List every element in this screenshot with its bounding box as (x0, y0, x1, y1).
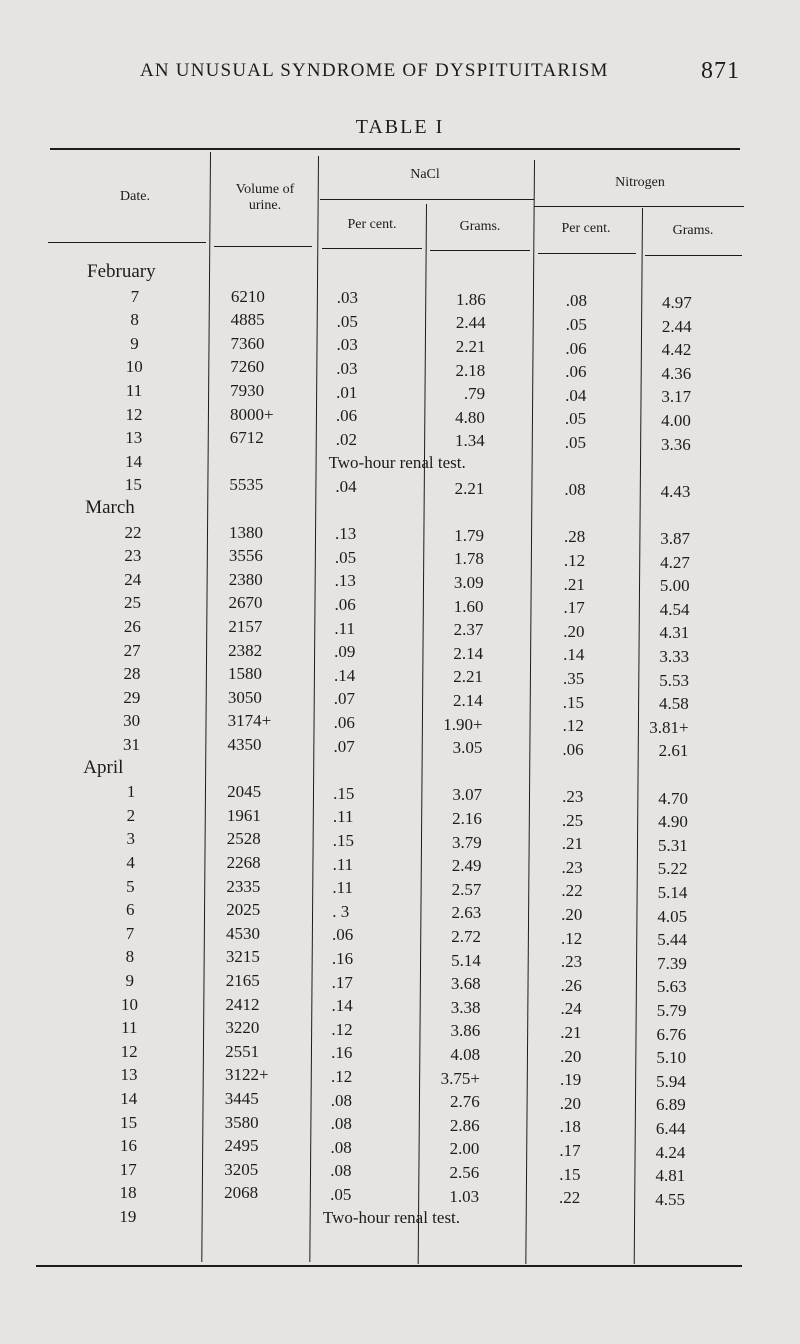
date-cell: 14 (125, 451, 143, 471)
header-bottom-rule-n-g (645, 255, 742, 256)
month-label: April (83, 756, 124, 778)
note-cell: Two-hour renal test. (328, 452, 466, 472)
nacl-percent-cell: .17 (331, 972, 353, 992)
date-cell: 18 (119, 1183, 137, 1203)
nitrogen-grams-cell: 4.54 (659, 599, 690, 619)
month-label: March (85, 497, 135, 518)
nitrogen-grams-cell: 4.81 (655, 1166, 686, 1186)
column-divider-4 (525, 160, 535, 1264)
date-cell: 4 (126, 853, 135, 872)
volume-cell: 3215 (225, 947, 260, 967)
date-cell: 7 (130, 286, 140, 306)
nacl-percent-cell: .08 (330, 1137, 352, 1157)
note-cell: Two-hour renal test. (322, 1208, 461, 1227)
header-sub-rule-nitrogen (534, 206, 744, 207)
nacl-percent-cell: .16 (331, 949, 354, 968)
volume-cell: 7260 (230, 357, 265, 377)
date-cell: 13 (120, 1065, 138, 1085)
nacl-grams-cell: 1.78 (454, 549, 484, 569)
nitrogen-percent-cell: .21 (563, 574, 585, 594)
nitrogen-grams-cell: 4.27 (660, 552, 690, 572)
nacl-grams-cell: 2.37 (453, 620, 484, 640)
nitrogen-percent-cell: .22 (559, 1188, 581, 1208)
volume-cell: 4885 (230, 310, 265, 330)
header-nacl-grams: Grams. (459, 219, 501, 234)
nacl-percent-cell: .13 (334, 571, 356, 591)
date-cell: 12 (120, 1041, 138, 1061)
nacl-grams-cell: 2.21 (453, 667, 483, 687)
nitrogen-grams-cell: 6.89 (656, 1095, 686, 1115)
date-cell: 28 (123, 664, 141, 684)
date-cell: 10 (121, 994, 138, 1014)
header-nacl: NaCl (410, 167, 440, 182)
nitrogen-grams-cell: 5.10 (656, 1048, 687, 1068)
date-cell: 27 (123, 640, 141, 660)
nacl-percent-cell: .01 (336, 382, 358, 402)
nacl-percent-cell: .14 (333, 665, 356, 685)
date-cell: 13 (125, 428, 143, 448)
date-cell: 3 (126, 829, 135, 849)
nitrogen-grams-cell: 4.00 (661, 411, 691, 430)
nacl-percent-cell: .14 (331, 996, 353, 1016)
nacl-grams-cell: 2.57 (451, 879, 482, 899)
volume-cell: 2670 (228, 593, 263, 613)
nitrogen-percent-cell: .05 (564, 433, 586, 452)
nitrogen-percent-cell: .22 (561, 881, 583, 901)
nitrogen-percent-cell: .24 (560, 999, 582, 1019)
nacl-grams-cell: 2.16 (452, 809, 482, 828)
nacl-percent-cell: .11 (332, 807, 354, 827)
header-nitrogen-percent: Per cent. (561, 221, 611, 236)
nitrogen-percent-cell: .15 (559, 1164, 581, 1184)
nitrogen-percent-cell: .08 (564, 480, 586, 500)
volume-cell: 2382 (228, 640, 263, 660)
nacl-percent-cell: .15 (332, 831, 354, 850)
nacl-grams-cell: 3.05 (452, 738, 483, 758)
header-date: Date. (120, 189, 150, 204)
nitrogen-percent-cell: .17 (563, 598, 585, 618)
header-bottom-rule-nacl-g (430, 250, 530, 251)
header-nitrogen: Nitrogen (615, 175, 665, 190)
nacl-grams-cell: 4.08 (450, 1045, 481, 1064)
nacl-percent-cell: .08 (330, 1161, 352, 1181)
nacl-grams-cell: 2.56 (449, 1163, 480, 1182)
nitrogen-grams-cell: 4.42 (661, 340, 692, 360)
nitrogen-percent-cell: .06 (562, 739, 584, 759)
volume-cell: 7360 (230, 333, 265, 353)
table-title: TABLE I (355, 116, 445, 138)
date-cell: 17 (119, 1159, 137, 1179)
volume-cell: 2380 (228, 569, 263, 589)
nitrogen-grams-cell: 4.70 (658, 788, 689, 808)
nacl-grams-cell: 1.03 (449, 1186, 480, 1206)
nitrogen-grams-cell: 7.39 (657, 953, 687, 973)
header-nacl-percent: Per cent. (347, 217, 397, 232)
volume-cell: 6210 (230, 286, 265, 306)
nitrogen-grams-cell: 4.97 (662, 293, 692, 312)
date-cell: 31 (122, 735, 140, 754)
nitrogen-percent-cell: .35 (562, 669, 585, 688)
date-cell: 2 (126, 805, 136, 825)
nacl-grams-cell: 1.79 (454, 525, 485, 545)
nitrogen-grams-cell: 5.00 (659, 576, 690, 596)
header-bottom-rule-volume (214, 246, 312, 247)
volume-cell: 3122+ (224, 1065, 269, 1085)
nitrogen-grams-cell: 3.87 (660, 529, 690, 548)
header-bottom-rule-n-pct (538, 253, 636, 254)
nacl-grams-cell: 1.60 (453, 596, 484, 616)
nacl-grams-cell: 2.21 (455, 337, 486, 356)
nacl-grams-cell: 2.44 (455, 313, 486, 333)
date-cell: 22 (124, 522, 142, 542)
nitrogen-percent-cell: .23 (560, 952, 583, 972)
nacl-percent-cell: .11 (334, 618, 355, 638)
nacl-grams-cell: 2.72 (451, 927, 482, 946)
header-bottom-rule-date (48, 242, 206, 243)
column-divider-2 (309, 156, 319, 1262)
nitrogen-grams-cell: 5.53 (659, 670, 689, 690)
header-bottom-rule-nacl-pct (322, 248, 422, 249)
month-label: February (87, 261, 156, 282)
date-cell: 30 (123, 711, 141, 731)
nacl-percent-cell: .12 (331, 1019, 353, 1039)
nacl-grams-cell: 2.14 (453, 643, 484, 663)
volume-cell: 2268 (226, 853, 261, 872)
date-cell: 1 (126, 782, 136, 802)
nacl-percent-cell: .06 (332, 925, 354, 945)
nacl-grams-cell: 5.14 (451, 950, 481, 970)
nitrogen-grams-cell: 4.05 (657, 906, 688, 926)
volume-cell: 2025 (226, 900, 261, 920)
nacl-grams-cell: 3.68 (450, 974, 481, 994)
running-title: AN UNUSUAL SYNDROME OF DYSPITUITARISM (140, 60, 609, 81)
nitrogen-percent-cell: .12 (563, 551, 586, 570)
nitrogen-grams-cell: 4.58 (659, 694, 689, 714)
nitrogen-percent-cell: .12 (561, 928, 583, 948)
nitrogen-percent-cell: .08 (565, 291, 588, 311)
nitrogen-grams-cell: 3.17 (661, 387, 692, 407)
date-cell: 7 (125, 923, 135, 943)
nitrogen-grams-cell: 5.79 (656, 1001, 687, 1020)
nacl-grams-cell: 3.75+ (440, 1068, 480, 1088)
header-nitrogen-grams: Grams. (672, 223, 714, 238)
nitrogen-grams-cell: 2.44 (661, 316, 692, 336)
volume-cell: 2068 (224, 1183, 259, 1203)
nacl-percent-cell: .15 (333, 783, 355, 803)
nitrogen-percent-cell: .05 (565, 315, 587, 334)
nitrogen-percent-cell: .23 (562, 787, 584, 806)
nitrogen-grams-cell: 5.31 (657, 835, 688, 855)
nacl-percent-cell: .11 (332, 854, 354, 874)
nacl-percent-cell: .07 (333, 689, 356, 709)
nacl-percent-cell: .06 (335, 406, 358, 426)
date-cell: 23 (124, 546, 142, 566)
date-cell: 8 (130, 310, 139, 330)
volume-cell: 2495 (224, 1136, 259, 1156)
date-cell: 8 (125, 947, 135, 967)
volume-cell: 3220 (225, 1018, 260, 1038)
nacl-percent-cell: .03 (336, 335, 358, 355)
nacl-percent-cell: .05 (336, 311, 358, 331)
nitrogen-grams-cell: 4.43 (660, 481, 691, 501)
date-cell: 29 (123, 687, 141, 707)
nacl-percent-cell: .02 (335, 429, 357, 449)
nitrogen-grams-cell: 6.44 (655, 1119, 686, 1138)
nacl-grams-cell: 2.21 (454, 478, 485, 498)
volume-cell: 1961 (226, 805, 261, 825)
nitrogen-percent-cell: .25 (561, 810, 584, 830)
date-cell: 9 (130, 333, 139, 353)
date-cell: 11 (121, 1018, 138, 1038)
volume-cell: 6712 (229, 428, 264, 448)
nacl-grams-cell: 1.90+ (443, 714, 483, 734)
nacl-percent-cell: .04 (335, 477, 357, 496)
nitrogen-grams-cell: 5.63 (656, 977, 687, 997)
volume-cell: 3050 (227, 687, 262, 707)
nacl-grams-cell: 1.34 (454, 431, 485, 451)
date-cell: 26 (123, 617, 141, 636)
volume-cell: 7930 (230, 381, 265, 400)
volume-cell: 2165 (225, 971, 260, 990)
nacl-grams-cell: 1.86 (456, 289, 486, 309)
nacl-percent-cell: .03 (336, 288, 359, 308)
nitrogen-grams-cell: 5.44 (657, 930, 687, 950)
date-cell: 6 (125, 900, 135, 920)
nacl-grams-cell: 4.80 (455, 407, 485, 427)
nitrogen-grams-cell: 5.22 (657, 859, 688, 879)
volume-cell: 2045 (227, 782, 262, 802)
volume-cell: 3205 (224, 1159, 259, 1179)
nitrogen-percent-cell: .23 (561, 857, 583, 877)
nitrogen-percent-cell: .17 (559, 1141, 581, 1160)
volume-cell: 4350 (227, 735, 262, 754)
page-number: 871 (701, 58, 740, 84)
volume-cell: 3580 (224, 1112, 259, 1132)
nacl-percent-cell: .07 (333, 736, 355, 756)
nitrogen-grams-cell: 4.36 (661, 363, 692, 383)
nitrogen-grams-cell: 3.36 (660, 434, 691, 454)
date-cell: 5 (126, 876, 135, 896)
nitrogen-grams-cell: 4.31 (659, 623, 690, 643)
nitrogen-percent-cell: .06 (565, 338, 587, 358)
table-top-rule (50, 148, 740, 150)
date-cell: 10 (125, 357, 143, 377)
nitrogen-percent-cell: .26 (560, 975, 582, 995)
date-cell: 25 (124, 593, 142, 613)
nitrogen-grams-cell: 6.76 (656, 1024, 687, 1044)
nitrogen-grams-cell: 2.61 (658, 741, 689, 761)
nitrogen-grams-cell: 4.55 (655, 1189, 686, 1209)
nacl-grams-cell: 3.79 (451, 832, 482, 852)
nacl-grams-cell: 2.86 (449, 1115, 480, 1135)
volume-cell: 2551 (225, 1041, 260, 1061)
nitrogen-grams-cell: 3.33 (659, 647, 690, 666)
nitrogen-percent-cell: .20 (563, 621, 585, 641)
nitrogen-percent-cell: .15 (562, 692, 585, 712)
nitrogen-grams-cell: 4.24 (655, 1142, 686, 1162)
nitrogen-percent-cell: .12 (562, 716, 584, 736)
nacl-grams-cell: 2.63 (451, 903, 482, 923)
date-cell: 14 (120, 1089, 138, 1108)
nacl-percent-cell: .09 (334, 642, 356, 662)
date-cell: 15 (120, 1112, 138, 1132)
nacl-grams-cell: 3.07 (452, 785, 483, 805)
nitrogen-percent-cell: .05 (564, 409, 587, 429)
date-cell: 15 (124, 475, 142, 495)
header-sub-rule-nacl (320, 199, 534, 200)
nitrogen-percent-cell: .19 (559, 1070, 582, 1090)
nacl-percent-cell: .06 (333, 713, 355, 732)
nacl-percent-cell: .05 (334, 547, 357, 567)
nacl-percent-cell: .06 (334, 595, 356, 614)
volume-cell: 2335 (226, 876, 261, 896)
date-cell: 12 (125, 404, 143, 424)
volume-cell: 2528 (226, 829, 261, 849)
nacl-grams-cell: 3.86 (450, 1021, 481, 1041)
nitrogen-grams-cell: 4.90 (658, 812, 688, 832)
nacl-grams-cell: 3.38 (450, 997, 481, 1017)
volume-cell: 5535 (229, 475, 264, 495)
nitrogen-percent-cell: .21 (561, 834, 583, 854)
nacl-grams-cell: .79 (463, 384, 486, 404)
volume-cell: 3174+ (227, 711, 272, 731)
nacl-percent-cell: .11 (332, 878, 353, 898)
table-bottom-rule (36, 1265, 742, 1267)
nacl-grams-cell: 2.18 (455, 360, 486, 380)
nitrogen-percent-cell: .20 (561, 905, 583, 924)
volume-cell: 4530 (226, 923, 261, 943)
nitrogen-grams-cell: 3.81+ (649, 717, 689, 737)
volume-cell: 3556 (228, 546, 263, 566)
volume-cell: 1580 (227, 664, 262, 684)
volume-cell: 8000+ (229, 404, 274, 424)
nacl-grams-cell: 2.49 (451, 856, 482, 876)
volume-cell: 2412 (225, 994, 260, 1014)
date-cell: 16 (119, 1136, 137, 1156)
nacl-percent-cell: . 3 (332, 901, 350, 921)
nitrogen-grams-cell: 5.14 (657, 883, 688, 902)
nitrogen-percent-cell: .20 (559, 1093, 582, 1113)
volume-cell: 2157 (228, 617, 263, 636)
nitrogen-percent-cell: .06 (565, 362, 587, 382)
running-header (140, 60, 740, 94)
nacl-percent-cell: .08 (330, 1090, 353, 1110)
volume-cell: 1380 (229, 522, 264, 542)
nacl-grams-cell: 2.00 (449, 1139, 480, 1159)
date-cell: 24 (124, 569, 142, 589)
nacl-percent-cell: .08 (330, 1114, 352, 1134)
header-volume: Volume of urine. (235, 182, 295, 213)
nitrogen-percent-cell: .28 (564, 527, 586, 547)
date-cell: 9 (125, 971, 134, 990)
nitrogen-percent-cell: .21 (560, 1023, 582, 1042)
date-cell: 11 (125, 381, 143, 400)
nitrogen-percent-cell: .14 (563, 645, 585, 665)
date-cell: 19 (119, 1207, 137, 1226)
nacl-grams-cell: 3.09 (453, 573, 484, 592)
nacl-grams-cell: 2.76 (450, 1092, 480, 1112)
nitrogen-grams-cell: 5.94 (656, 1071, 686, 1091)
nacl-percent-cell: .16 (331, 1043, 353, 1063)
volume-cell: 3445 (224, 1089, 259, 1108)
nacl-percent-cell: .13 (335, 524, 357, 544)
column-divider-1 (201, 152, 211, 1262)
nacl-percent-cell: .03 (336, 359, 358, 378)
nacl-percent-cell: .05 (330, 1185, 352, 1204)
nitrogen-percent-cell: .20 (560, 1046, 582, 1066)
nitrogen-percent-cell: .18 (559, 1117, 581, 1137)
nacl-grams-cell: 2.14 (453, 691, 483, 710)
nacl-percent-cell: .12 (330, 1067, 353, 1086)
nitrogen-percent-cell: .04 (565, 385, 587, 405)
